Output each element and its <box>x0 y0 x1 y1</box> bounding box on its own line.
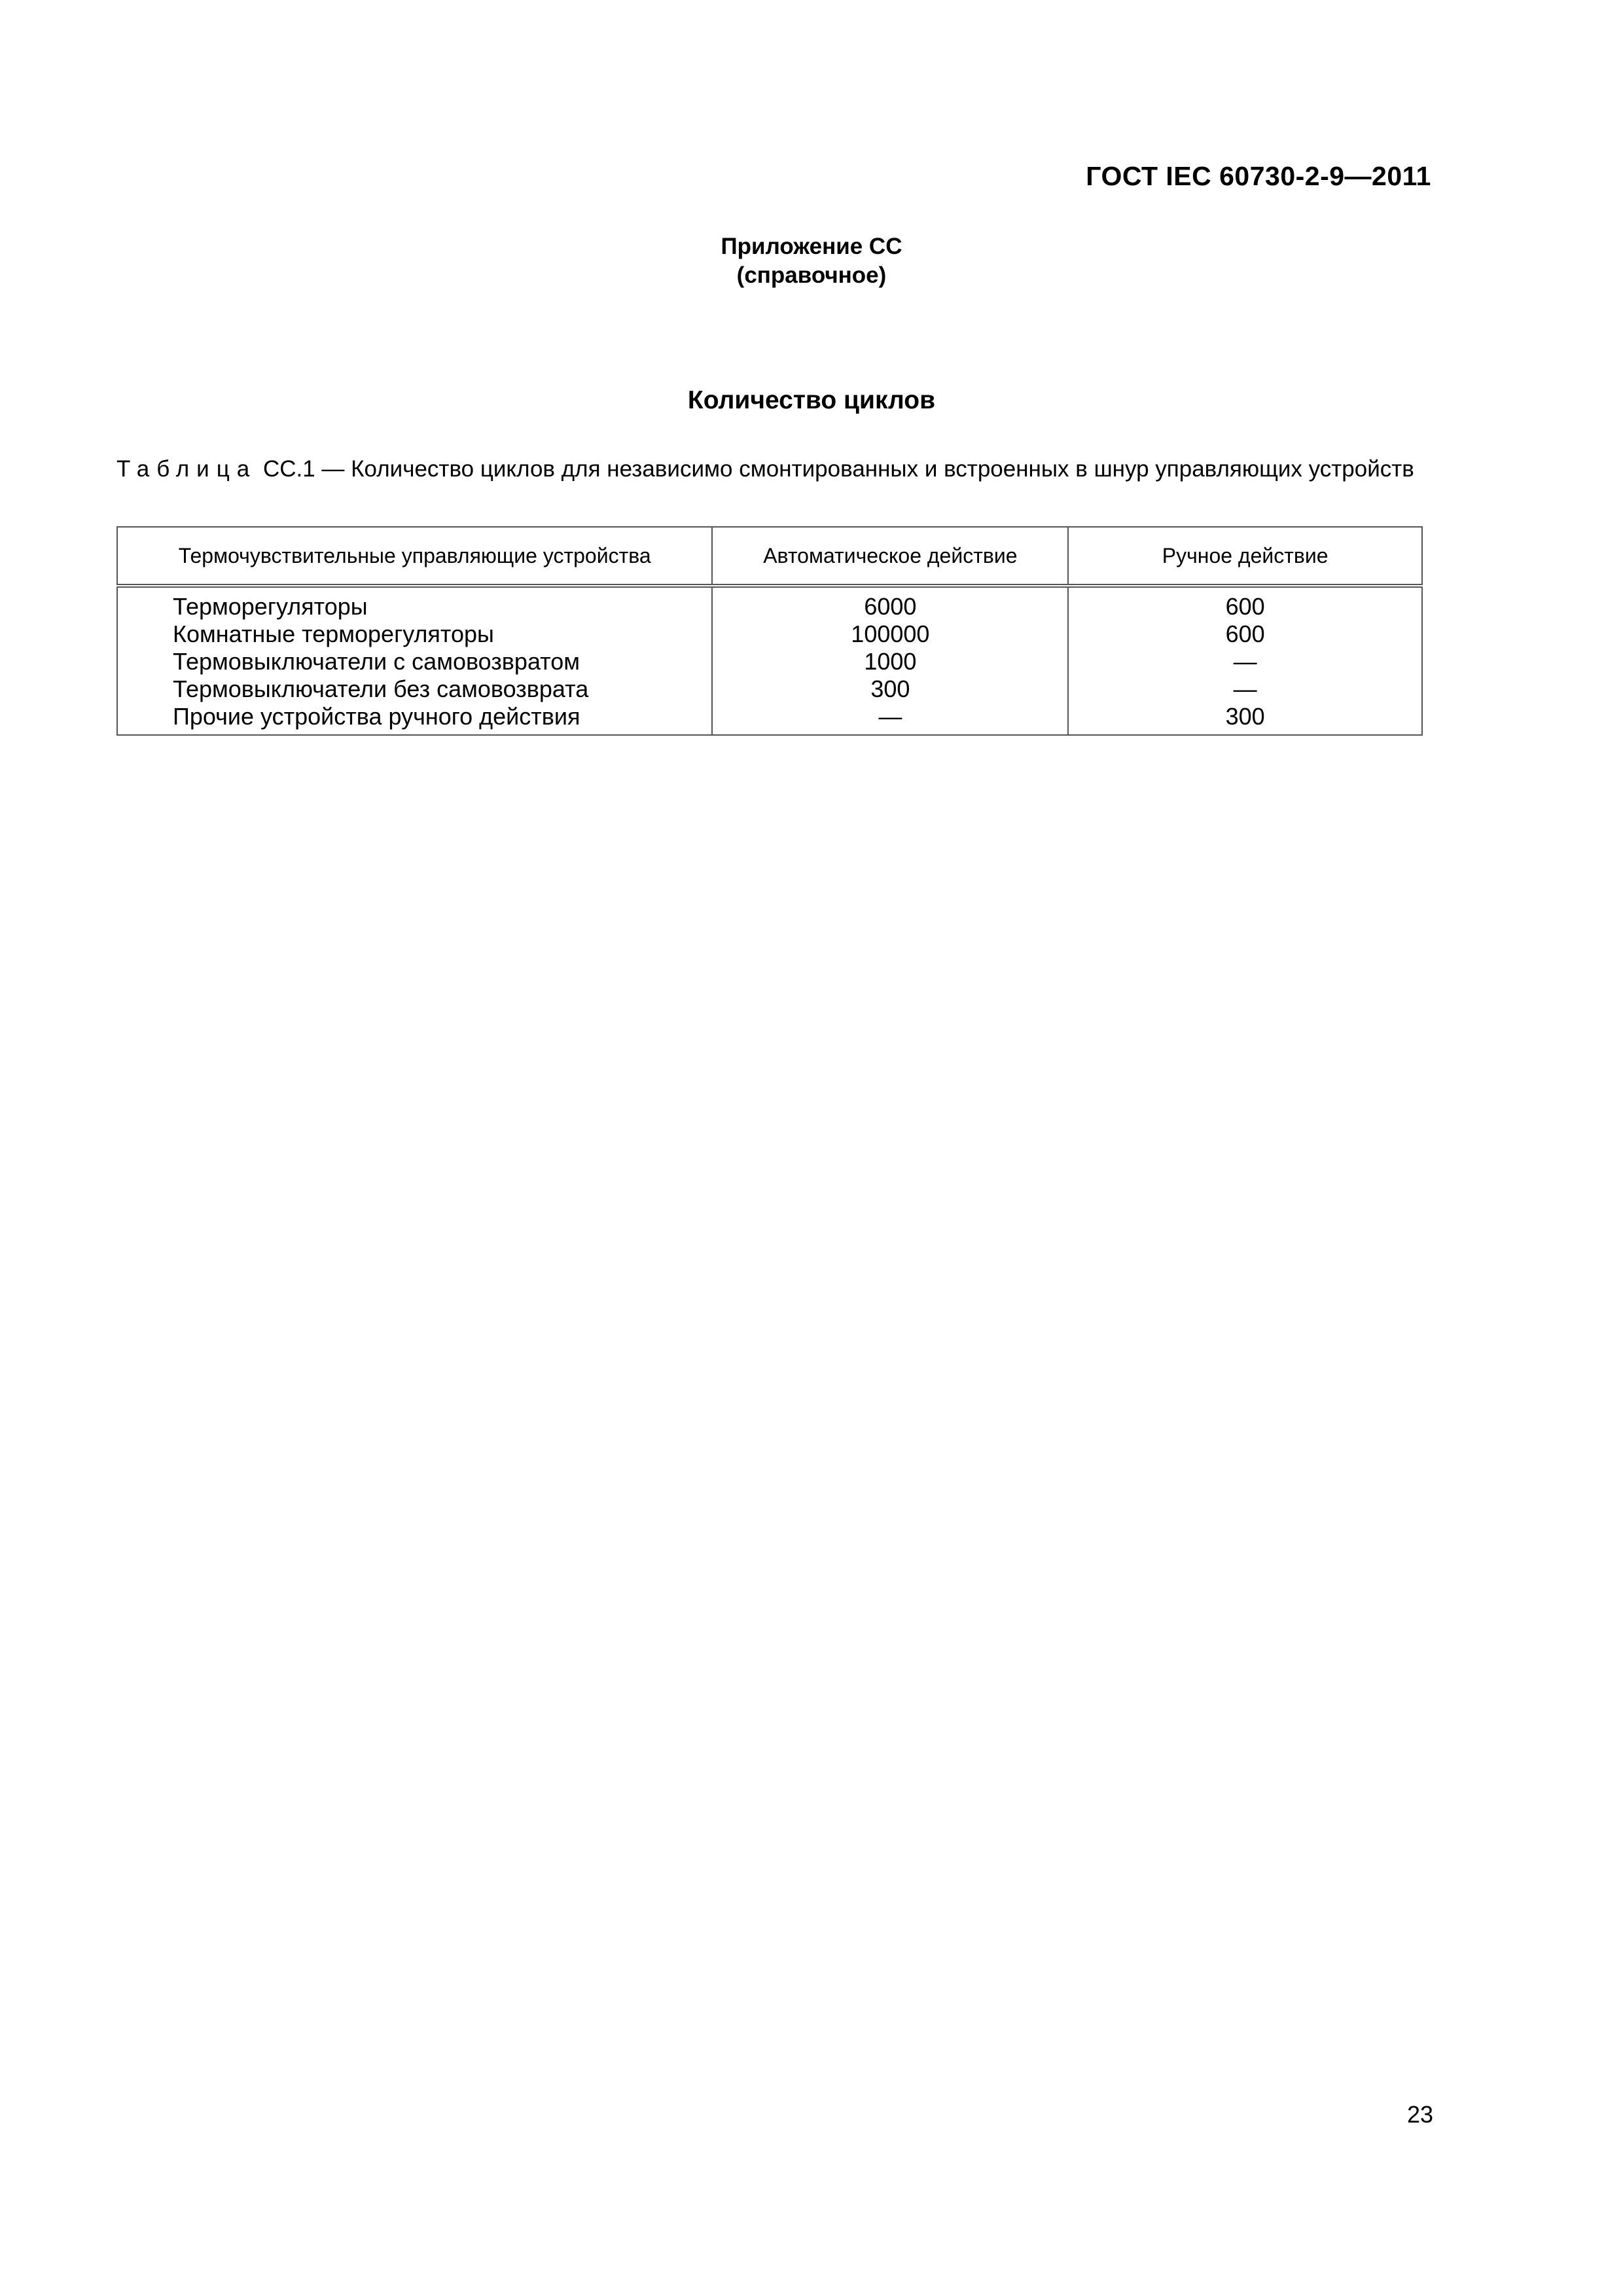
table-caption-text: СС.1 — Количество циклов для независимо смонтированных и встроенных в шнур управляющих устройств <box>262 456 1414 482</box>
column-header-automatic: Автоматическое действие <box>712 527 1068 586</box>
device-name: Термовыключатели с самовозвратом <box>117 648 712 675</box>
device-name: Терморегуляторы <box>117 586 712 620</box>
manual-cycles: — <box>1068 648 1422 675</box>
device-name: Прочие устройства ручного действия <box>117 703 712 735</box>
cycles-table <box>116 526 1423 736</box>
manual-cycles: 300 <box>1068 703 1422 735</box>
automatic-cycles: 1000 <box>712 648 1068 675</box>
automatic-cycles: 300 <box>712 675 1068 703</box>
section-title: Количество циклов <box>687 386 936 414</box>
table-row <box>117 620 1422 648</box>
device-name: Термовыключатели без самовозврата <box>117 675 712 703</box>
manual-cycles: — <box>1068 675 1422 703</box>
appendix-label: Приложение СС <box>721 234 902 259</box>
manual-cycles: 600 <box>1068 620 1422 648</box>
device-name: Комнатные терморегуляторы <box>117 620 712 648</box>
automatic-cycles: 100000 <box>712 620 1068 648</box>
automatic-cycles: — <box>712 703 1068 735</box>
manual-cycles: 600 <box>1068 586 1422 620</box>
document-code: ГОСТ IEC 60730-2-9—2011 <box>1086 161 1431 191</box>
page-number: 23 <box>1406 2101 1433 2128</box>
table-caption-prefix: Таблица <box>116 456 257 482</box>
table-header-row <box>117 527 1422 586</box>
table-row <box>117 648 1422 675</box>
appendix-type: (справочное) <box>736 262 887 288</box>
table-row <box>117 675 1422 703</box>
column-header-manual: Ручное действие <box>1068 527 1422 586</box>
appendix-heading <box>0 232 1623 290</box>
column-header-device: Термочувствительные управляющие устройства <box>117 527 712 586</box>
table-row <box>117 586 1422 620</box>
table-caption <box>116 454 1421 484</box>
table-row <box>117 703 1422 735</box>
automatic-cycles: 6000 <box>712 586 1068 620</box>
